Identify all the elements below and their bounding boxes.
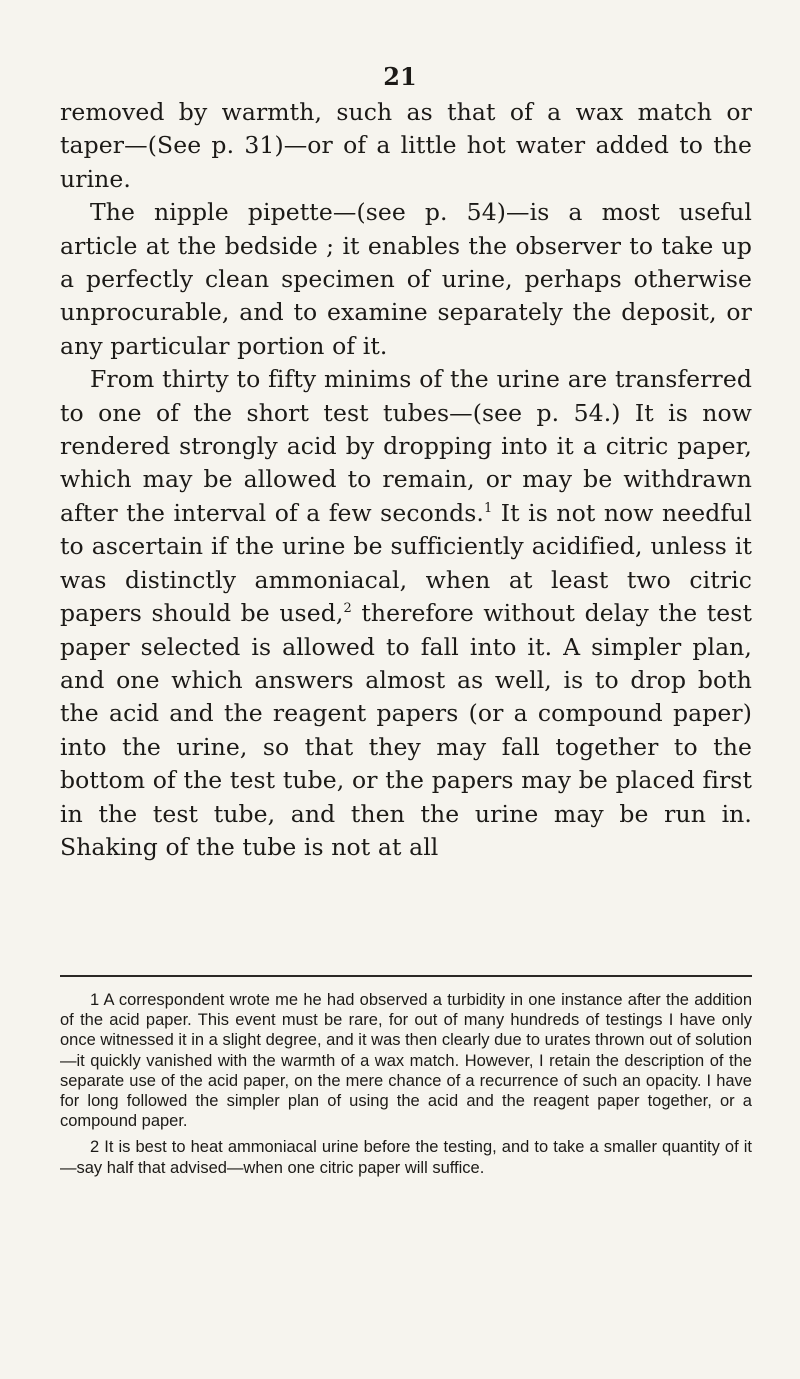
footnote-1: 1 A correspondent wrote me he had observed a turbidity in one instance after the addition of the acid paper. This event must be rare, for out of many hundreds of testings I have only once witnessed it in a slight degree, and it was then clearly due to urates thrown out of solution—it quickly vanished with the warmth of a wax match. However, I retain the description of the separate use of the acid paper, on the mere chance of a recurrence of such an opacity. I have for long followed the simpler plan of using the acid and the reagent paper together, or a compound paper. [60,991,752,1131]
footnote-2: 2 It is best to heat ammoniacal urine before the testing, and to take a smaller quantity of it—say half that advised—when one citric paper will suffice. [60,1138,752,1177]
footnote-ref-1: 1 [483,501,493,517]
paragraph-3-part-b: It is not now needful to ascertain if the urine be sufficiently acidified, unless it was distinctly ammoniacal, when at least two citric papers should be used, [60,498,752,628]
footnote-ref-2: 2 [343,601,352,617]
page-number: 21 [383,62,417,91]
paragraph-3 [60,363,752,864]
footnote-divider [60,975,752,977]
footnotes [60,990,752,1184]
body-text [60,96,752,864]
paragraph-3-part-a: From thirty to fifty minims of the urine are transferred to one of the short test tubes—(see p. 54.) It is now rendered strongly acid by dropping into it a citric paper, which may be allowed to remain, or may be withdrawn after the interval of a few seconds. [60,365,752,527]
paragraph-3-part-c: therefore without delay the test paper selected is allowed to fall into it. A simpler plan, and one which answers almost as well, is to drop both the acid and the reagent papers (or a compound paper) into the urine, so that they may fall together to the bottom of the test tube, or the papers may be placed first in the test tube, and then the urine may be run in. Shaking of the tube is not at all [60,599,753,861]
paragraph-1: removed by warmth, such as that of a wax match or taper—(See p. 31)—or of a little hot water added to the urine. [60,98,752,193]
paragraph-2: The nipple pipette—(see p. 54)—is a most useful article at the bedside ; it enables the observer to take up a perfectly clean specimen of urine, perhaps otherwise unprocurable, and to examine separately the deposit, or any particular portion of it. [60,198,752,360]
